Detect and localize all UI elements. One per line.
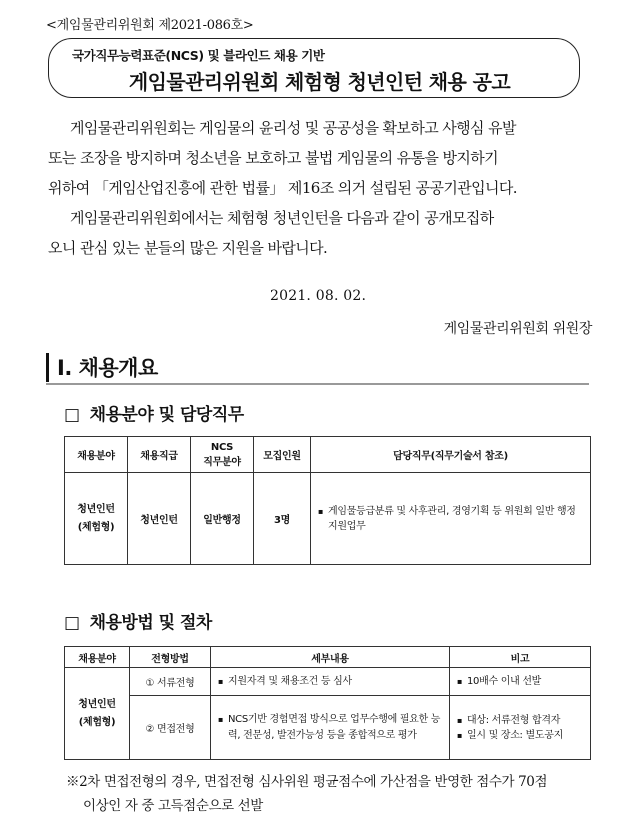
footnote — [66, 770, 596, 818]
intro-line: 위하여 「게임산업진흥에 관한 법률」 제16조 의거 설립된 공공기관입니다. — [48, 179, 517, 197]
page-title: 게임물관리위원회 체험형 청년인턴 채용 공고 — [128, 70, 511, 94]
footnote-line: 이상인 자 중 고득점순으로 선발 — [83, 798, 263, 814]
notice-number: <게임물관리위원회 제2021-086호> — [46, 18, 254, 33]
table-cell-method: ① 서류전형 — [130, 668, 211, 696]
list-item: ▪ 지원자격 및 채용조건 등 심사 — [218, 674, 446, 689]
table-cell-ncs: 일반행정 — [191, 473, 254, 565]
table-header: 비고 — [450, 647, 591, 668]
banner-subtitle: 국가직무능력표준(NCS) 및 블라인드 채용 기반 — [72, 48, 325, 63]
notice-date: 2021. 08. 02. — [270, 288, 367, 304]
checkbox-icon: □ — [64, 613, 80, 633]
list-item: ▪ 10배수 이내 선발 — [457, 674, 587, 689]
intro-line: 게임물관리위원회에서는 체험형 청년인턴을 다음과 같이 공개모집하 — [70, 209, 494, 227]
subsection-title-1 — [64, 400, 244, 425]
table-row — [65, 668, 591, 696]
intro-paragraph-1 — [48, 113, 596, 203]
table-cell-details — [211, 668, 450, 696]
recruitment-table — [64, 436, 591, 565]
table-header: 담당직무(직무기술서 참조) — [311, 437, 591, 473]
table-header-row — [65, 437, 591, 473]
intro-line: 게임물관리위원회는 게임물의 윤리성 및 공공성을 확보하고 사행심 유발 — [70, 119, 516, 137]
table-header: 전형방법 — [130, 647, 211, 668]
footnote-line: ※2차 면접전형의 경우, 면접전형 심사위원 평균점수에 가산점을 반영한 점수가 70점 — [66, 774, 548, 790]
table-row — [65, 696, 591, 760]
intro-paragraph-2 — [48, 203, 596, 263]
list-item: ▪ 대상: 서류전형 합격자 — [457, 713, 587, 728]
subsection-label: 채용분야 및 담당직무 — [89, 405, 244, 425]
table-cell-grade: 청년인턴 — [128, 473, 191, 565]
table-header-row — [65, 647, 591, 668]
checkbox-icon: □ — [64, 405, 80, 425]
section-divider — [46, 383, 589, 385]
table-cell-notes — [450, 668, 591, 696]
table-row — [65, 473, 591, 565]
table-header: 세부내용 — [211, 647, 450, 668]
table-cell-field: 청년인턴 (체험형) — [65, 668, 130, 760]
list-item: ▪ NCS기반 경험면접 방식으로 업무수행에 필요한 능력, 전문성, 발전가능성 등을 종합적으로 평가 — [218, 712, 446, 744]
table-header: 모집인원 — [254, 437, 311, 473]
intro-line: 또는 조장을 방지하며 청소년을 보호하고 불법 게임물의 유통을 방지하기 — [48, 149, 499, 167]
table-header: 채용직급 — [128, 437, 191, 473]
signature: 게임물관리위원회 위원장 — [443, 321, 592, 337]
table-header: 채용분야 — [65, 437, 128, 473]
table-header: 채용분야 — [65, 647, 130, 668]
table-cell-duty — [311, 473, 591, 565]
table-cell-method: ② 면접전형 — [130, 696, 211, 760]
subsection-title-2 — [64, 608, 212, 633]
table-cell-field: 청년인턴 (체험형) — [65, 473, 128, 565]
section-title: Ⅰ. 채용개요 — [57, 356, 158, 380]
table-cell-notes — [450, 696, 591, 760]
list-item: ▪ 일시 및 장소: 별도공지 — [457, 728, 587, 743]
table-cell-count: 3명 — [254, 473, 311, 565]
list-item: ▪ 게임물등급분류 및 사후관리, 경영기획 등 위원회 일반 행정 지원업무 — [318, 504, 587, 534]
table-header: NCS 직무분야 — [191, 437, 254, 473]
table-cell-details — [211, 696, 450, 760]
procedure-table — [64, 646, 591, 760]
section-marker — [46, 353, 49, 382]
subsection-label: 채용방법 및 절차 — [89, 613, 212, 633]
intro-line: 오니 관심 있는 분들의 많은 지원을 바랍니다. — [48, 239, 328, 257]
